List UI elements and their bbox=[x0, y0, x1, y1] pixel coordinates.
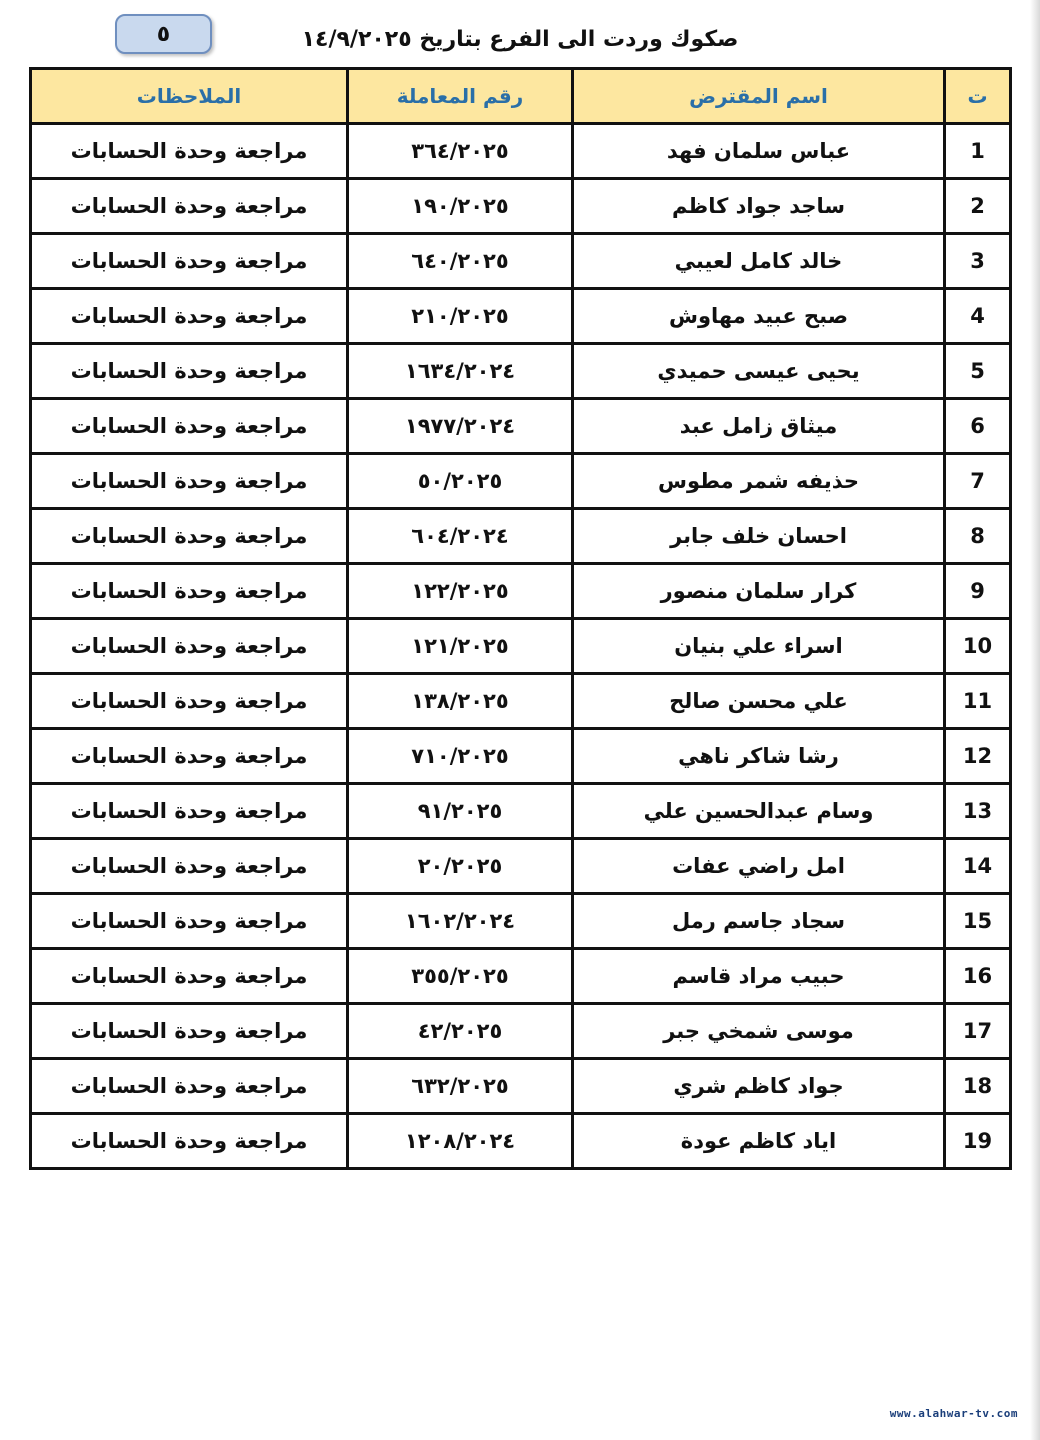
row-name: موسى شمخي جبر bbox=[573, 1004, 945, 1059]
header-transaction: رقم المعاملة bbox=[348, 69, 573, 124]
row-seq: 3 bbox=[945, 234, 1011, 289]
row-transaction: ٣٦٤/٢٠٢٥ bbox=[348, 124, 573, 179]
table-row bbox=[31, 729, 1011, 784]
table-row bbox=[31, 289, 1011, 344]
row-note: مراجعة وحدة الحسابات bbox=[31, 839, 348, 894]
table-row bbox=[31, 234, 1011, 289]
table-row bbox=[31, 894, 1011, 949]
row-name: حبيب مراد قاسم bbox=[573, 949, 945, 1004]
row-note: مراجعة وحدة الحسابات bbox=[31, 1059, 348, 1114]
row-name: امل راضي عفات bbox=[573, 839, 945, 894]
row-seq: 18 bbox=[945, 1059, 1011, 1114]
row-seq: 8 bbox=[945, 509, 1011, 564]
row-seq: 2 bbox=[945, 179, 1011, 234]
row-transaction: ٧١٠/٢٠٢٥ bbox=[348, 729, 573, 784]
row-name: خالد كامل لعيبي bbox=[573, 234, 945, 289]
row-name: احسان خلف جابر bbox=[573, 509, 945, 564]
row-seq: 19 bbox=[945, 1114, 1011, 1169]
row-seq: 4 bbox=[945, 289, 1011, 344]
row-note: مراجعة وحدة الحسابات bbox=[31, 179, 348, 234]
row-note: مراجعة وحدة الحسابات bbox=[31, 564, 348, 619]
row-note: مراجعة وحدة الحسابات bbox=[31, 454, 348, 509]
table-row bbox=[31, 839, 1011, 894]
row-transaction: ٩١/٢٠٢٥ bbox=[348, 784, 573, 839]
row-transaction: ٥٠/٢٠٢٥ bbox=[348, 454, 573, 509]
row-seq: 17 bbox=[945, 1004, 1011, 1059]
page-number: ٥ bbox=[156, 21, 171, 47]
row-note: مراجعة وحدة الحسابات bbox=[31, 619, 348, 674]
row-transaction: ١٦٣٤/٢٠٢٤ bbox=[348, 344, 573, 399]
row-transaction: ٦٣٢/٢٠٢٥ bbox=[348, 1059, 573, 1114]
row-name: ميثاق زامل عبد bbox=[573, 399, 945, 454]
row-name: اسراء علي بنيان bbox=[573, 619, 945, 674]
row-note: مراجعة وحدة الحسابات bbox=[31, 234, 348, 289]
table-row bbox=[31, 1059, 1011, 1114]
row-transaction: ٣٥٥/٢٠٢٥ bbox=[348, 949, 573, 1004]
row-name: رشا شاكر ناهي bbox=[573, 729, 945, 784]
header-seq: ت bbox=[945, 69, 1011, 124]
table-row bbox=[31, 1004, 1011, 1059]
row-note: مراجعة وحدة الحسابات bbox=[31, 894, 348, 949]
table-row bbox=[31, 454, 1011, 509]
table-row bbox=[31, 1114, 1011, 1169]
row-note: مراجعة وحدة الحسابات bbox=[31, 674, 348, 729]
page-title: صكوك وردت الى الفرع بتاريخ ١٤/٩/٢٠٢٥ bbox=[301, 27, 739, 52]
row-note: مراجعة وحدة الحسابات bbox=[31, 289, 348, 344]
row-transaction: ٦٠٤/٢٠٢٤ bbox=[348, 509, 573, 564]
table-row bbox=[31, 619, 1011, 674]
row-seq: 1 bbox=[945, 124, 1011, 179]
table-row bbox=[31, 124, 1011, 179]
watermark: www.alahwar-tv.com bbox=[884, 1405, 1024, 1422]
row-note: مراجعة وحدة الحسابات bbox=[31, 124, 348, 179]
row-transaction: ٢١٠/٢٠٢٥ bbox=[348, 289, 573, 344]
row-note: مراجعة وحدة الحسابات bbox=[31, 399, 348, 454]
row-name: يحيى عيسى حميدي bbox=[573, 344, 945, 399]
row-transaction: ١٩٠/٢٠٢٥ bbox=[348, 179, 573, 234]
table-row bbox=[31, 344, 1011, 399]
row-name: صبح عبيد مهاوش bbox=[573, 289, 945, 344]
table-row bbox=[31, 949, 1011, 1004]
row-seq: 16 bbox=[945, 949, 1011, 1004]
row-name: جواد كاظم شري bbox=[573, 1059, 945, 1114]
row-note: مراجعة وحدة الحسابات bbox=[31, 1004, 348, 1059]
row-name: سجاد جاسم رمل bbox=[573, 894, 945, 949]
row-seq: 5 bbox=[945, 344, 1011, 399]
row-seq: 11 bbox=[945, 674, 1011, 729]
row-seq: 7 bbox=[945, 454, 1011, 509]
loans-table bbox=[29, 67, 1012, 1170]
table-body bbox=[31, 124, 1011, 1169]
row-name: اياد كاظم عودة bbox=[573, 1114, 945, 1169]
table-row bbox=[31, 179, 1011, 234]
row-seq: 12 bbox=[945, 729, 1011, 784]
row-transaction: ٢٠/٢٠٢٥ bbox=[348, 839, 573, 894]
row-seq: 6 bbox=[945, 399, 1011, 454]
row-transaction: ١٣٨/٢٠٢٥ bbox=[348, 674, 573, 729]
table-row bbox=[31, 399, 1011, 454]
row-note: مراجعة وحدة الحسابات bbox=[31, 729, 348, 784]
row-seq: 10 bbox=[945, 619, 1011, 674]
row-transaction: ١٦٠٢/٢٠٢٤ bbox=[348, 894, 573, 949]
table-row bbox=[31, 784, 1011, 839]
row-note: مراجعة وحدة الحسابات bbox=[31, 1114, 348, 1169]
row-name: علي محسن صالح bbox=[573, 674, 945, 729]
row-name: ساجد جواد كاظم bbox=[573, 179, 945, 234]
row-name: وسام عبدالحسين علي bbox=[573, 784, 945, 839]
row-transaction: ١٢٢/٢٠٢٥ bbox=[348, 564, 573, 619]
row-note: مراجعة وحدة الحسابات bbox=[31, 344, 348, 399]
row-transaction: ١٩٧٧/٢٠٢٤ bbox=[348, 399, 573, 454]
table-row bbox=[31, 674, 1011, 729]
table-row bbox=[31, 509, 1011, 564]
row-seq: 14 bbox=[945, 839, 1011, 894]
row-note: مراجعة وحدة الحسابات bbox=[31, 784, 348, 839]
row-seq: 15 bbox=[945, 894, 1011, 949]
page-number-badge bbox=[115, 14, 212, 54]
row-transaction: ١٢٠٨/٢٠٢٤ bbox=[348, 1114, 573, 1169]
row-transaction: ١٢١/٢٠٢٥ bbox=[348, 619, 573, 674]
row-note: مراجعة وحدة الحسابات bbox=[31, 949, 348, 1004]
row-transaction: ٤٢/٢٠٢٥ bbox=[348, 1004, 573, 1059]
row-name: عباس سلمان فهد bbox=[573, 124, 945, 179]
row-transaction: ٦٤٠/٢٠٢٥ bbox=[348, 234, 573, 289]
row-name: حذيفه شمر مطوس bbox=[573, 454, 945, 509]
page-edge-shadow bbox=[1030, 0, 1040, 1440]
table-header-row bbox=[31, 69, 1011, 124]
row-seq: 9 bbox=[945, 564, 1011, 619]
table-row bbox=[31, 564, 1011, 619]
row-note: مراجعة وحدة الحسابات bbox=[31, 509, 348, 564]
row-seq: 13 bbox=[945, 784, 1011, 839]
header-name: اسم المقترض bbox=[573, 69, 945, 124]
row-name: كرار سلمان منصور bbox=[573, 564, 945, 619]
header-notes: الملاحظات bbox=[31, 69, 348, 124]
